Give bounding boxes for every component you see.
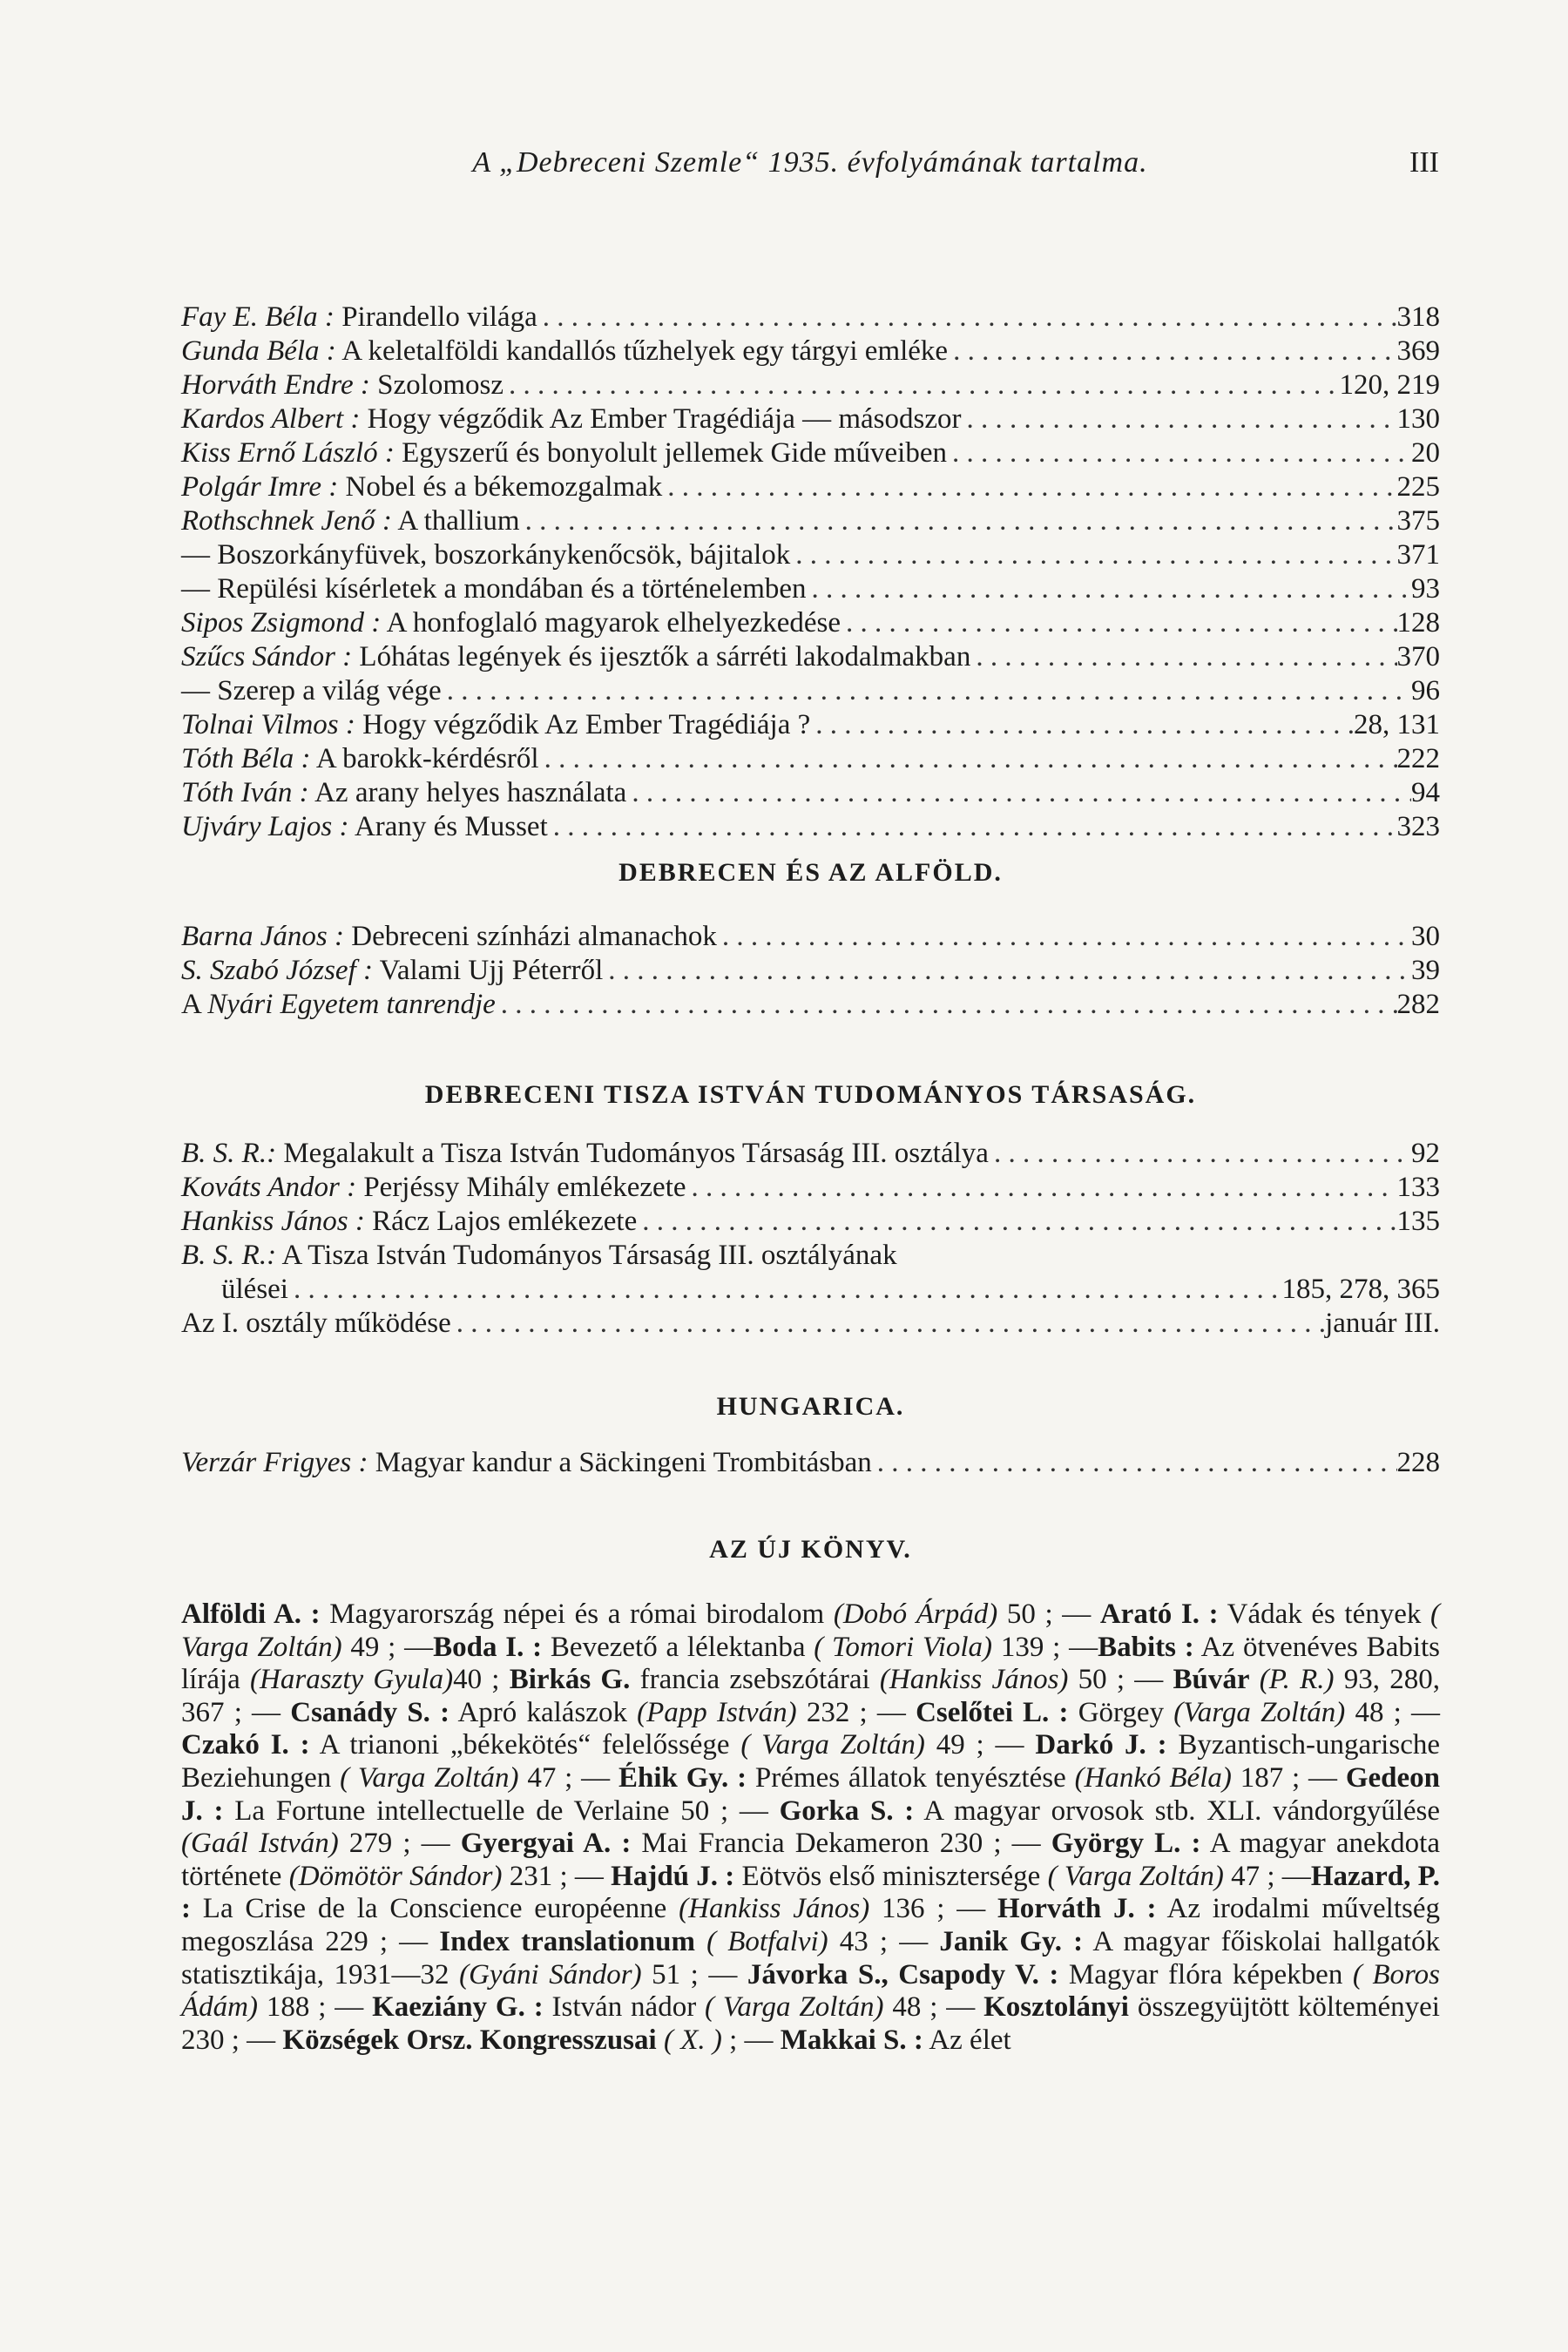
entry-title: A keletalföldi kandallós tűzhelyek egy tárgyi emléke — [341, 335, 949, 367]
book-text: 43 ; — — [828, 1925, 940, 1957]
book-text: francia zsebszótárai — [630, 1664, 880, 1696]
book-text: 232 ; — — [796, 1696, 916, 1728]
toc-entry — [181, 402, 1440, 436]
reviewer-name: (Papp István) — [637, 1696, 797, 1728]
toc-entry — [181, 606, 1440, 640]
book-text: 47 ; — — [518, 1761, 618, 1794]
dot-leader — [520, 504, 1397, 538]
reviewer-name: ( Boros Ádám) — [181, 1958, 1440, 2024]
book-author: Jávorka S., Csapody V. : — [747, 1958, 1059, 1990]
book-author: Birkás G. — [509, 1664, 631, 1696]
book-author: Gyergyai A. : — [460, 1828, 632, 1860]
entry-author: S. Szabó József : — [181, 955, 373, 986]
reviewer-name: ( Varga Zoltán) — [340, 1761, 519, 1794]
book-text: Apró kalászok — [449, 1696, 638, 1728]
toc-entry — [181, 1273, 1440, 1307]
toc-entry — [181, 368, 1440, 402]
dot-leader — [442, 674, 1411, 708]
section-heading-hungarica: HUNGARICA. — [716, 1392, 905, 1421]
entry-author: Verzár Frigyes : — [181, 1447, 368, 1478]
entry-title: Szolomosz — [377, 369, 504, 401]
dot-leader — [537, 301, 1397, 335]
book-text: La Crise de la Conscience européenne — [191, 1893, 679, 1925]
entry-author: — — [181, 539, 210, 571]
entry-title: Perjéssy Mihály emlékezete — [363, 1172, 686, 1203]
dot-leader — [948, 335, 1396, 368]
toc-entry — [181, 1137, 1440, 1171]
reviewer-name: (Varga Zoltán) — [1173, 1696, 1346, 1728]
entry-title: A barokk-kérdésről — [315, 743, 539, 774]
reviewer-name: ( Varga Zoltán) — [740, 1729, 925, 1761]
entry-title: Az I. osztály működése — [181, 1308, 451, 1339]
book-text: ; — — [721, 2024, 781, 2056]
entry-pages: 20 — [1411, 437, 1440, 469]
book-text: 48 ; — — [1345, 1696, 1440, 1728]
entry-pages: 94 — [1411, 777, 1440, 808]
toc-entry — [181, 538, 1440, 572]
entry-pages: 375 — [1396, 505, 1440, 537]
book-author: Makkai S. : — [780, 2024, 923, 2056]
entry-pages: 185, 278, 365 — [1281, 1274, 1440, 1305]
book-text: 231 ; — — [502, 1860, 612, 1892]
dot-leader — [841, 606, 1396, 640]
reviewer-name: ( Varga Zoltán) — [181, 1598, 1441, 1663]
entry-author: Ujváry Lajos : — [181, 811, 349, 842]
dot-leader — [717, 920, 1411, 954]
reviewer-name: ( Varga Zoltán) — [705, 1991, 884, 2024]
book-author: Czakó I. : — [181, 1729, 310, 1761]
entry-pages: 228 — [1396, 1447, 1440, 1478]
toc-entry — [181, 504, 1440, 538]
book-text: 48 ; — — [883, 1991, 984, 2024]
toc-section-debrecen — [181, 920, 1440, 1022]
book-review-paragraph — [181, 1598, 1440, 2057]
entry-pages: 225 — [1396, 471, 1440, 503]
dot-leader — [961, 402, 1396, 436]
dot-leader — [548, 810, 1397, 844]
entry-pages: 30 — [1411, 921, 1440, 952]
toc-entry — [181, 674, 1440, 708]
book-text: 188 ; — — [257, 1991, 373, 2024]
book-text: 50 ; — — [1068, 1664, 1173, 1696]
reviewer-name: (Hankiss János) — [879, 1664, 1069, 1696]
toc-entry — [181, 1205, 1440, 1239]
book-text: Magyarország népei és a római birodalom — [320, 1598, 834, 1630]
reviewer-name: (Gyáni Sándor) — [459, 1958, 642, 1990]
entry-pages: 318 — [1396, 301, 1440, 333]
entry-author: — — [181, 573, 210, 605]
dot-leader — [496, 988, 1397, 1022]
book-author: Gedeon J. : — [181, 1761, 1441, 1827]
dot-leader — [662, 470, 1396, 504]
entry-title: ülései — [221, 1274, 288, 1305]
entry-pages: 135 — [1396, 1206, 1440, 1237]
toc-entry — [181, 1446, 1440, 1480]
book-text: 187 ; — — [1231, 1761, 1346, 1794]
toc-entry — [181, 810, 1440, 844]
entry-title: Magyar kandur a Säckingeni Trombitásban — [375, 1447, 872, 1478]
entry-author: Horváth Endre : — [181, 369, 370, 401]
entry-pages: 130 — [1396, 403, 1440, 435]
toc-entry — [181, 470, 1440, 504]
toc-entry — [181, 1307, 1440, 1341]
dot-leader — [989, 1137, 1411, 1171]
dot-leader — [686, 1171, 1397, 1205]
toc-entry — [181, 776, 1440, 810]
entry-title: Pirandello világa — [341, 301, 537, 333]
reviewer-name: ( Tomori Viola) — [814, 1631, 993, 1663]
toc-entry — [181, 301, 1440, 335]
entry-title: Nyári Egyetem tanrendje — [207, 989, 496, 1020]
dot-leader — [603, 954, 1411, 988]
reviewer-name: ( X. ) — [663, 2024, 722, 2056]
entry-title: Valami Ujj Péterről — [379, 955, 604, 986]
book-author: Hajdú J. : — [611, 1860, 735, 1892]
entry-title: Hogy végződik Az Ember Tragédiája ? — [362, 709, 811, 740]
entry-author: Polgár Imre : — [181, 471, 339, 503]
entry-title: Repülési kísérletek a mondában és a történelemben — [217, 573, 807, 605]
entry-author: Tolnai Vilmos : — [181, 709, 355, 740]
book-author: György L. : — [1051, 1828, 1201, 1860]
entry-author: Tóth Béla : — [181, 743, 311, 774]
book-author: Cselőtei L. : — [916, 1696, 1069, 1728]
entry-pages: 370 — [1396, 641, 1440, 672]
book-text: A magyar főiskolai hallgatók statisztikája, 1931—32 — [181, 1925, 1440, 1990]
book-author: Arató I. : — [1099, 1598, 1219, 1630]
entry-title: Egyszerű és bonyolult jellemek Gide műveiben — [402, 437, 947, 469]
entry-author: Kováts Andor : — [181, 1172, 357, 1203]
entry-title: Lóhátas legények és ijesztők a sárréti lakodalmakban — [359, 641, 971, 672]
toc-entry — [181, 436, 1440, 470]
entry-title: Debreceni színházi almanachok — [351, 921, 717, 952]
book-author: Babits : — [1098, 1631, 1194, 1663]
toc-entry — [181, 572, 1440, 606]
entry-author: Hankiss János : — [181, 1206, 365, 1237]
dot-leader — [807, 572, 1411, 606]
toc-entry — [181, 988, 1440, 1022]
book-text: A magyar orvosok stb. XLI. vándorgyűlése — [914, 1794, 1440, 1827]
toc-section-hungarica — [181, 1446, 1440, 1480]
entry-pages: 39 — [1411, 955, 1440, 986]
entry-pages: 133 — [1396, 1172, 1440, 1203]
book-text: Az irodalmi műveltség megoszlása 229 ; — — [181, 1893, 1441, 1957]
dot-leader — [451, 1307, 1325, 1341]
book-text: Görgey — [1068, 1696, 1174, 1728]
book-author: Hazard, P. : — [181, 1860, 1441, 1925]
book-author: Kosztolányi — [983, 1991, 1129, 2024]
dot-leader — [810, 708, 1354, 742]
entry-title: Nobel és a békemozgalmak — [345, 471, 663, 503]
dot-leader — [970, 640, 1396, 674]
book-text — [657, 2024, 664, 2056]
entry-author: Kardos Albert : — [181, 403, 361, 435]
book-author: Búvár — [1173, 1664, 1250, 1696]
book-text: Vádak és tények — [1218, 1598, 1431, 1630]
section-heading-tisza: DEBRECENI TISZA ISTVÁN TUDOMÁNYOS TÁRSASÁG. — [424, 1080, 1197, 1109]
toc-entry — [181, 1239, 1440, 1273]
book-author: Községek Orsz. Kongresszusai — [282, 2024, 657, 2056]
entry-pages: 120, 219 — [1339, 369, 1440, 401]
entry-author: B. S. R.: — [181, 1240, 277, 1271]
entry-author: Fay E. Béla : — [181, 301, 335, 333]
book-text: 50 ; — — [997, 1598, 1100, 1630]
toc-section-tisza — [181, 1137, 1440, 1341]
book-text: 136 ; — — [869, 1893, 998, 1925]
toc-section-authors — [181, 301, 1440, 844]
toc-entry — [181, 640, 1440, 674]
reviewer-name: ( Varga Zoltán) — [1047, 1860, 1224, 1892]
book-text: 279 ; — — [338, 1828, 461, 1860]
entry-pages: január III. — [1325, 1308, 1440, 1339]
book-author: Horváth J. : — [997, 1893, 1157, 1925]
book-author: Kaeziány G. : — [372, 1991, 544, 2024]
section-heading-uj-konyv: AZ ÚJ KÖNYV. — [709, 1535, 912, 1564]
dot-leader — [504, 368, 1340, 402]
toc-entry — [181, 742, 1440, 776]
entry-title: A honfoglaló magyarok elhelyezkedése — [386, 607, 841, 639]
dot-leader — [539, 742, 1397, 776]
reviewer-name: (Gaál István) — [181, 1828, 339, 1860]
book-author: Éhik Gy. : — [618, 1761, 747, 1794]
book-text: István nádor — [543, 1991, 706, 2024]
reviewer-name: (Hankó Béla) — [1074, 1761, 1232, 1794]
reviewer-name: (Hankiss János) — [679, 1893, 870, 1925]
book-text: Bevezető a lélektanba — [542, 1631, 814, 1663]
book-author: Boda I. : — [433, 1631, 543, 1663]
toc-entry — [181, 1171, 1440, 1205]
dot-leader — [790, 538, 1396, 572]
page-number: III — [1409, 146, 1439, 179]
book-text: 47 ; — — [1223, 1860, 1311, 1892]
book-author: Gorka S. : — [779, 1794, 915, 1827]
dot-leader — [626, 776, 1411, 810]
book-text: 93, 280, 367 ; — — [181, 1664, 1441, 1728]
entry-pages: 28, 131 — [1354, 709, 1440, 740]
toc-entry — [181, 335, 1440, 368]
entry-author: Kiss Ernő László : — [181, 437, 395, 469]
entry-title: Arany és Musset — [354, 811, 548, 842]
entry-author: B. S. R.: — [181, 1138, 277, 1169]
entry-title: A thallium — [397, 505, 520, 537]
book-text: 51 ; — — [641, 1958, 747, 1990]
book-author: Alföldi A. : — [181, 1598, 321, 1630]
entry-pages: 369 — [1396, 335, 1440, 367]
entry-title: A Tisza István Tudományos Társaság III. osztályának — [281, 1240, 897, 1271]
book-text — [695, 1926, 706, 1957]
book-text: Mai Francia Dekameron 230 ; — — [631, 1828, 1051, 1860]
running-title: A „Debreceni Szemle“ 1935. évfolyámának tartalma. — [472, 146, 1148, 179]
entry-pages: 282 — [1396, 989, 1440, 1020]
section-heading-debrecen: DEBRECEN ÉS AZ ALFÖLD. — [618, 858, 1003, 887]
book-text: Eötvös első minisztersége — [734, 1860, 1048, 1892]
entry-pages: 96 — [1411, 675, 1440, 706]
entry-title: Megalakult a Tisza István Tudományos Társaság III. osztálya — [283, 1138, 989, 1169]
entry-title: Boszorkányfüvek, boszorkánykenőcsök, bájitalok — [217, 539, 791, 571]
book-text: Az élet — [923, 2024, 1011, 2056]
entry-pages: 92 — [1411, 1138, 1440, 1169]
reviewer-name: ( Botfalvi) — [706, 1925, 828, 1957]
book-author: Janik Gy. : — [939, 1925, 1084, 1957]
book-text: A magyar anekdota története — [181, 1828, 1440, 1892]
book-text: Byzantisch-ungarische Beziehungen — [181, 1729, 1440, 1794]
reviewer-name: (Dömötör Sándor) — [288, 1860, 503, 1892]
book-text: La Fortune intellectuelle de Verlaine 50 ; — — [223, 1794, 780, 1827]
entry-author: — — [181, 675, 210, 706]
book-text — [1250, 1664, 1260, 1695]
reviewer-name: (Haraszty Gyula) — [250, 1664, 454, 1696]
reviewer-name: (P. R.) — [1259, 1664, 1335, 1696]
dot-leader — [872, 1446, 1397, 1480]
book-text: A trianoni „békekötés“ felelőssége — [309, 1729, 741, 1761]
toc-entry — [181, 954, 1440, 988]
entry-title: Rácz Lajos emlékezete — [372, 1206, 638, 1237]
reviewer-name: (Dobó Árpád) — [833, 1598, 998, 1630]
dot-leader — [947, 436, 1411, 470]
entry-pages: 128 — [1396, 607, 1440, 639]
entry-author: Rothschnek Jenő : — [181, 505, 392, 537]
book-text: Az ötvenéves Babits lírája — [181, 1631, 1441, 1696]
dot-leader — [288, 1273, 1282, 1307]
entry-title: Az arany helyes használata — [314, 777, 627, 808]
entry-pages: 222 — [1396, 743, 1440, 774]
entry-author: Gunda Béla : — [181, 335, 336, 367]
book-text: 139 ; — — [992, 1631, 1098, 1663]
book-author: Index translationum — [439, 1925, 695, 1957]
entry-author: A — [181, 989, 201, 1020]
dot-leader — [637, 1205, 1396, 1239]
book-text: Magyar flóra képekben — [1058, 1958, 1353, 1990]
entry-pages: 93 — [1411, 573, 1440, 605]
entry-title: Szerep a világ vége — [217, 675, 442, 706]
toc-entry — [181, 708, 1440, 742]
book-author: Csanády S. : — [290, 1696, 450, 1728]
toc-entry — [181, 920, 1440, 954]
entry-pages: 371 — [1396, 539, 1440, 571]
book-author: Darkó J. : — [1035, 1729, 1167, 1761]
book-text: 49 ; — — [924, 1729, 1036, 1761]
book-text: 40 ; — [453, 1664, 510, 1696]
entry-pages: 323 — [1396, 811, 1440, 842]
entry-author: Barna János : — [181, 921, 344, 952]
entry-author: Tóth Iván : — [181, 777, 309, 808]
entry-author: Sipos Zsigmond : — [181, 607, 382, 639]
book-text: Prémes állatok tenyésztése — [747, 1761, 1075, 1794]
book-text: 49 ; — — [341, 1631, 434, 1663]
book-text: összegyüjtött költeményei 230 ; — — [181, 1991, 1440, 2056]
entry-title: Hogy végződik Az Ember Tragédiája — másodszor — [367, 403, 962, 435]
entry-author: Szűcs Sándor : — [181, 641, 353, 672]
